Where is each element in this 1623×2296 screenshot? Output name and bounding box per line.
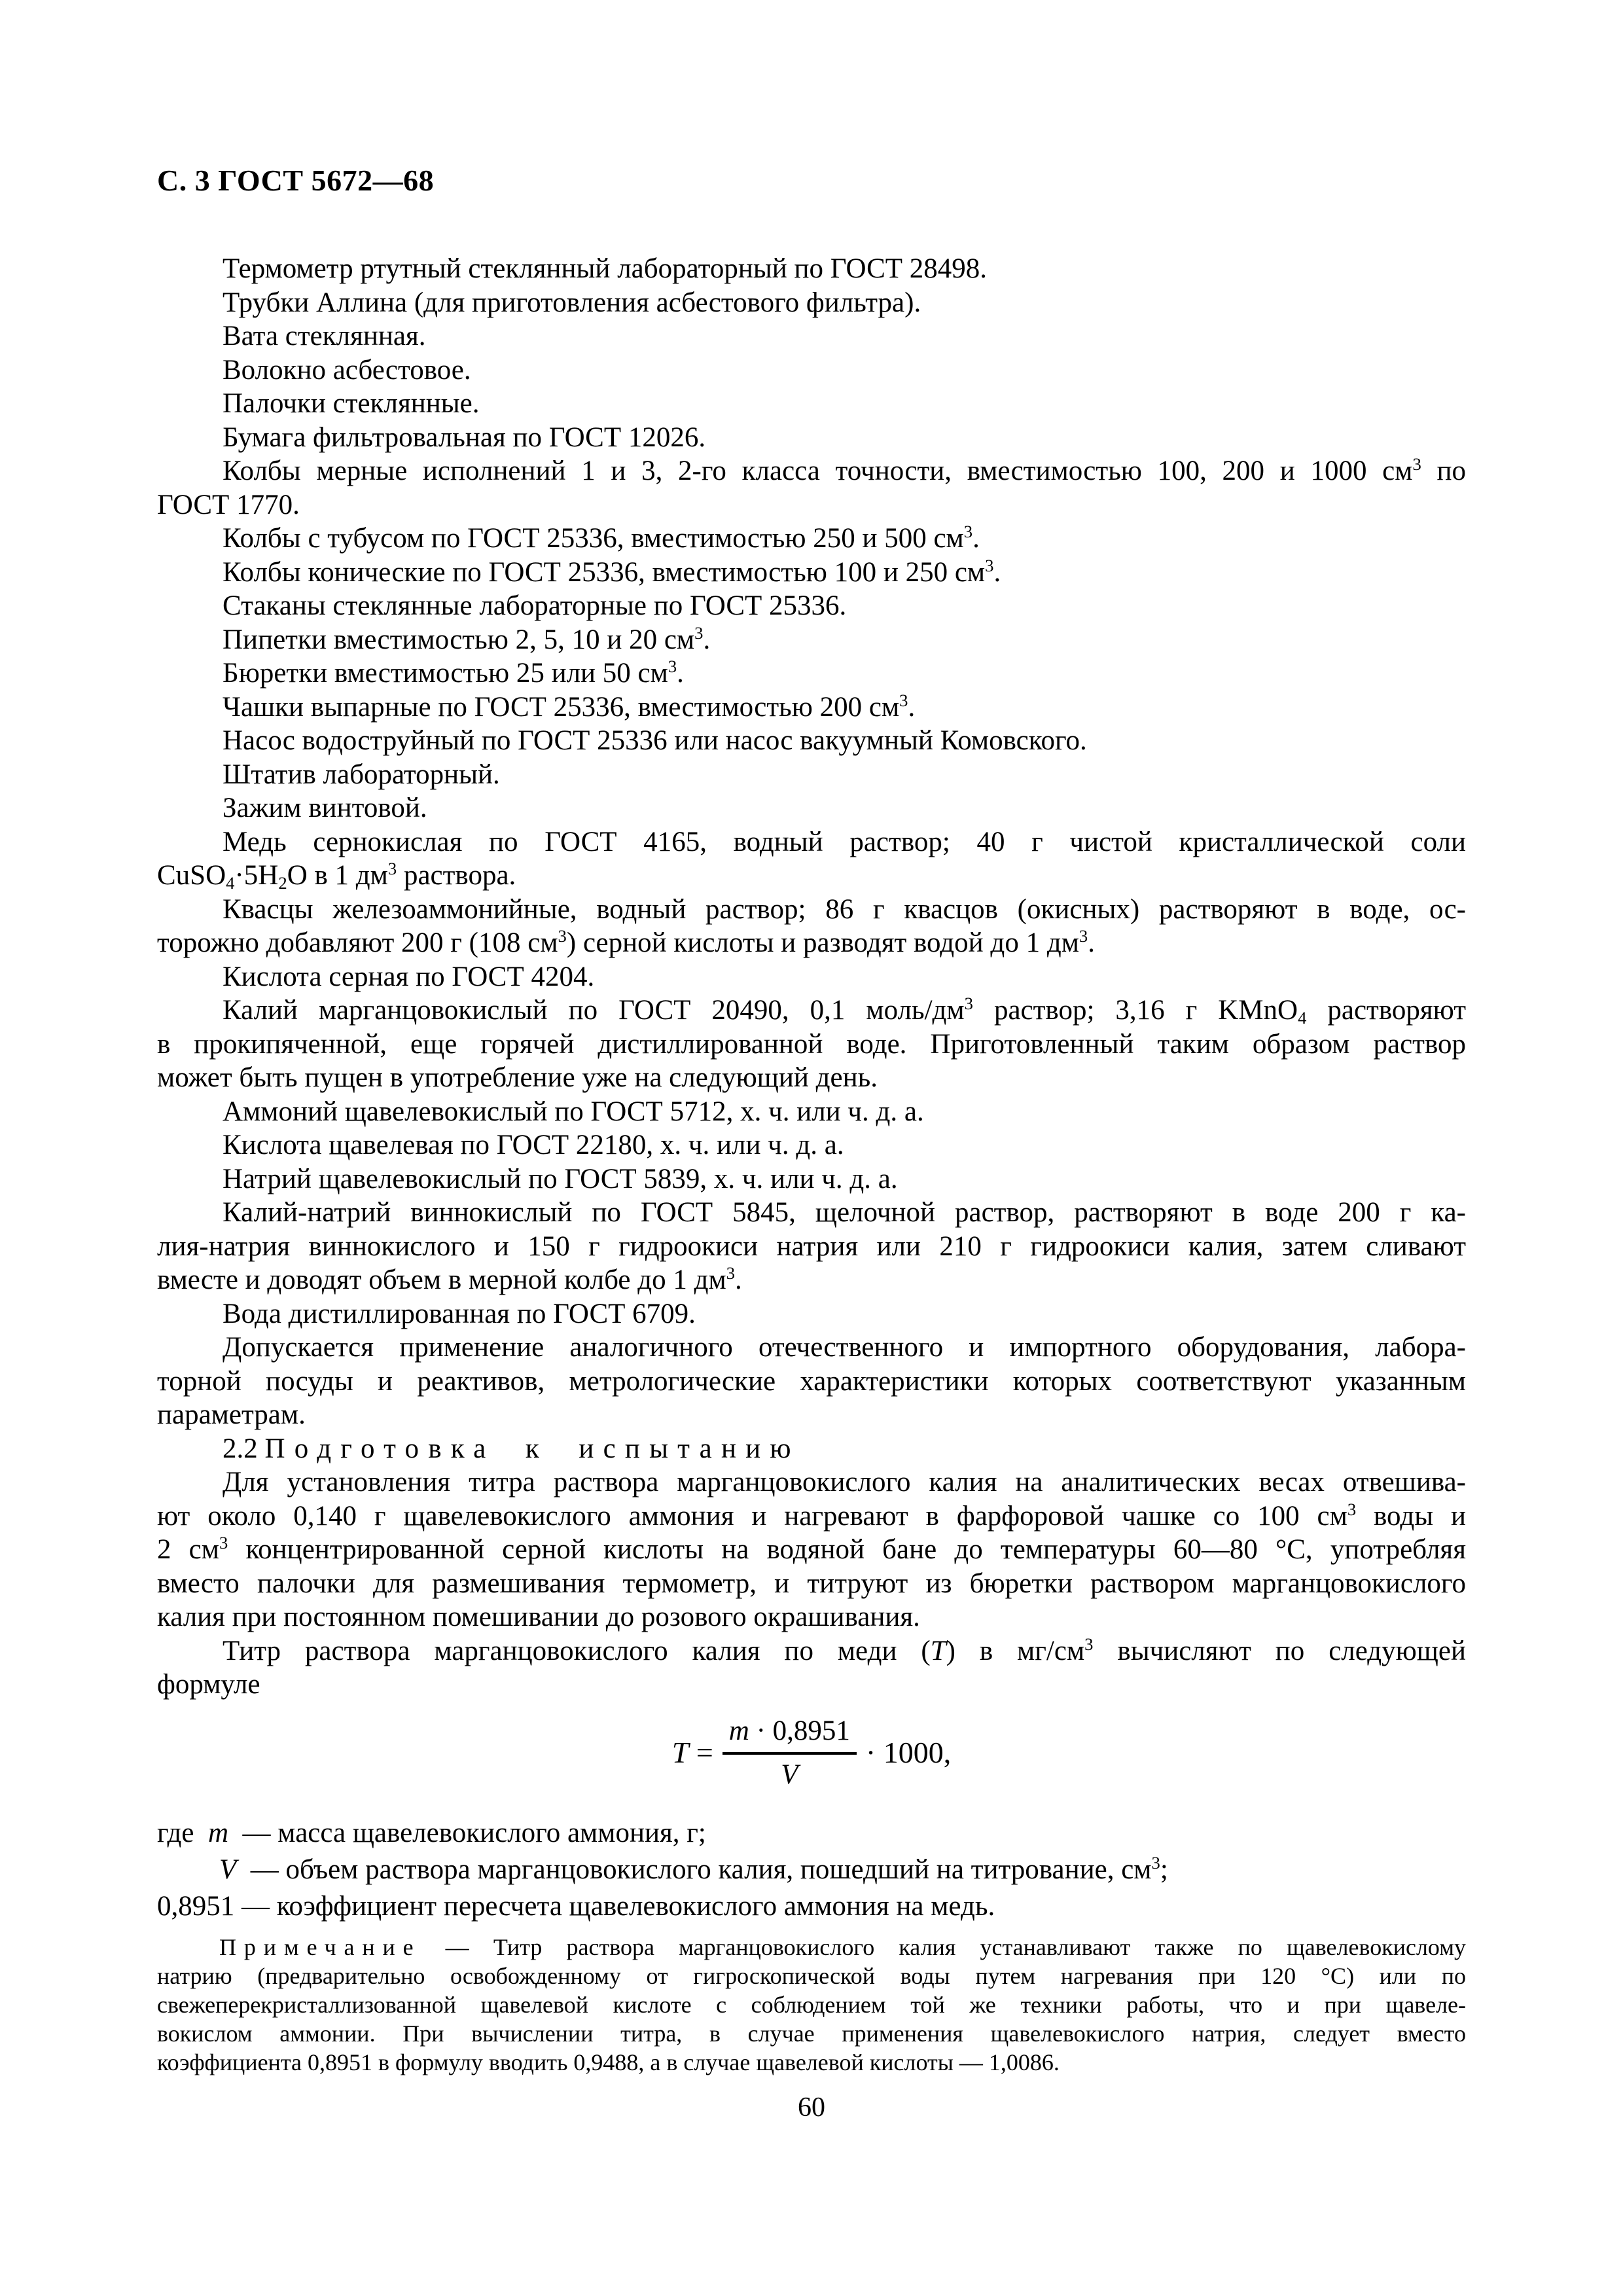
text-line: 2 $см^3$ концентрированной серной кислоты на водяной бане до температуры 60—80 °С, употребляя [157,1533,1466,1565]
text-line: Примечание — Титр раствора марганцовокислого калия устанавливают также по щавелевокислому [219,1933,1466,1960]
text-line: V — объем раствора марганцовокислого калия, пошедший на титрование, $см^3$; [219,1852,1168,1885]
text-line: Натрий щавелевокислый по ГОСТ 5839, х. ч. или ч. д. а. [223,1163,898,1194]
text-line: Чашки выпарные по ГОСТ 25336, вместимостью 200 $см^3$. [223,690,916,723]
formula-lhs: Т = [671,1736,713,1769]
text-line: Бюретки вместимостью 25 или 50 $см^3$. [223,656,684,689]
text-line: натрию (предварительно освобожденному от гигроскопической воды путем нагревания при 120 °С) или по [157,1962,1466,1989]
text-line: параметрам. [157,1399,306,1430]
text-line: 2.2 Подготовка к испытанию [223,1433,800,1464]
text-line: лия-натрия виннокислого и 150 г гидроокиси натрия или 210 г гидроокиси калия, затем сливают [157,1230,1466,1262]
formula-rhs: · 1000, [865,1736,952,1769]
text-line: вместе и доводят объем в мерной колбе до 1 $дм^3$. [157,1263,742,1295]
text-line: Колбы с тубусом по ГОСТ 25336, вместимостью 250 и 500 $см^3$. [223,522,980,554]
note-text [157,1933,1466,2077]
formula-numerator: m · 0,8951 [728,1715,850,1746]
text-line: Пипетки вместимостью 2, 5, 10 и 20 $см^3$. [223,622,711,655]
text-line: Кислота щавелевая по ГОСТ 22180, х. ч. или ч. д. а. [223,1130,844,1160]
text-line: Допускается применение аналогичного отечественного и импортного оборудования, лабора- [223,1332,1466,1363]
text-line: 0,8951 — коэффициент пересчета щавелевокислого аммония на медь. [157,1890,995,1922]
formula-legend [157,1815,1466,1925]
text-line: формуле [157,1669,260,1700]
text-line: Стаканы стеклянные лабораторные по ГОСТ 25336. [223,590,847,621]
page-header: С. 3 ГОСТ 5672—68 [157,164,435,197]
titer-formula [157,1713,1466,1792]
text-line: Палочки стеклянные. [223,388,480,419]
text-line: Титр раствора марганцовокислого калия по меди (Т) в $мг/см^3$ вычисляют по следующей [223,1634,1466,1666]
page-content [157,164,1466,2124]
text-line: торной посуды и реактивов, метрологические характеристики которых соответствуют указанным [157,1365,1466,1397]
text-line: Штатив лабораторный. [223,759,500,790]
text-line: Аммоний щавелевокислый по ГОСТ 5712, х. ч. или ч. д. а. [223,1096,924,1127]
text-line: Калий марганцовокислый по ГОСТ 20490, 0,1 моль/$дм^3$ раствор; 3,16 г KMnO$_4$ растворяют [223,994,1466,1028]
text-line: вокислом аммонии. При вычислении титра, в случае применения щавелевокислого натрия, следует вместо [157,2020,1466,2047]
text-line: Волокно асбестовое. [223,354,471,386]
formula-denominator: V [722,1752,857,1791]
text-line: Калий-натрий виннокислый по ГОСТ 5845, щелочной раствор, растворяют в воде 200 г ка- [223,1197,1466,1228]
text-line: ют около 0,140 г щавелевокислого аммония и нагревают в фарфоровой чашке со 100 $см^3$ воды и [157,1499,1466,1532]
text-line: Медь сернокислая по ГОСТ 4165, водный раствор; 40 г чистой кристаллической соли [223,826,1466,857]
text-line: Бумага фильтровальная по ГОСТ 12026. [223,422,706,453]
text-line: $CuSO_4\cdot 5H_2O$ в 1 $дм^3$ раствора. [157,859,516,893]
text-line: торожно добавляют 200 г (108 $см^3$) серной кислоты и разводят водой до 1 $дм^3$. [157,926,1095,958]
body-text [157,252,1466,1702]
text-line: Колбы мерные исполнений 1 и 3, 2-го класса точности, вместимостью 100, 200 и 1000 $см^3$ по [223,454,1467,486]
text-line: свежеперекристаллизованной щавелевой кислоте с соблюдением той же техники работы, что и при щавеле- [157,1991,1466,2018]
formula-fraction [722,1715,857,1791]
text-line: вместо палочки для размешивания термометр, и титруют из бюретки раствором марганцовокислого [157,1568,1466,1599]
text-line: Для установления титра раствора марганцовокислого калия на аналитических весах отвешива- [223,1467,1466,1498]
text-line: Колбы конические по ГОСТ 25336, вместимостью 100 и 250 $см^3$. [223,555,1001,588]
page-number: 60 [798,2092,825,2123]
text-line: в прокипяченной, еще горячей дистиллированной воде. Приготовленный таким образом раствор [157,1028,1466,1060]
text-line: Вата стеклянная. [223,321,426,351]
text-line: Зажим винтовой. [223,793,427,823]
text-line: Квасцы железоаммонийные, водный раствор; 86 г квасцов (окисных) растворяют в воде, ос- [223,893,1466,925]
text-line: ГОСТ 1770. [157,489,300,520]
text-line: Трубки Аллина (для приготовления асбестового фильтра). [223,287,921,318]
text-line: Насос водоструйный по ГОСТ 25336 или насос вакуумный Комовского. [223,725,1087,756]
text-line: где m — масса щавелевокислого аммония, г; [157,1817,706,1848]
text-line: коэффициента 0,8951 в формулу вводить 0,9488, а в случае щавелевой кислоты — 1,0086. [157,2049,1060,2075]
text-line: Вода дистиллированная по ГОСТ 6709. [223,1298,696,1329]
text-line: Кислота серная по ГОСТ 4204. [223,961,595,992]
text-line: калия при постоянном помешивании до розового окрашивания. [157,1602,920,1632]
text-line: Термометр ртутный стеклянный лабораторный по ГОСТ 28498. [223,253,988,284]
text-line: может быть пущен в употребление уже на следующий день. [157,1062,878,1093]
